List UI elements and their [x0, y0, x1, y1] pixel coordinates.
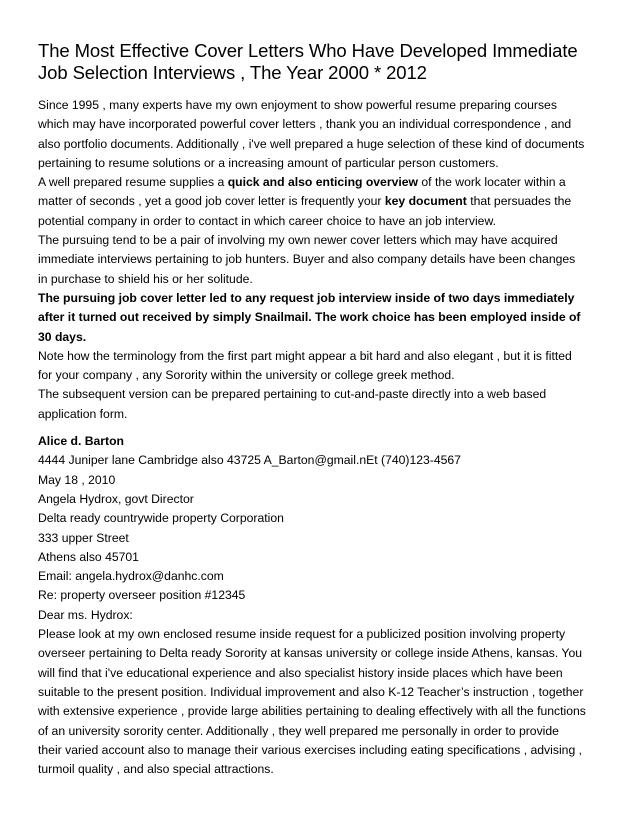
emphasis-text: quick and also enticing overview	[227, 175, 419, 190]
bold-body-line: 30 days.	[38, 329, 87, 344]
body-line: immediate interviews pertaining to job hunters. Buyer and also company details have been changes	[38, 252, 576, 267]
letter-line: with extensive experience , provide large abilities pertaining to dealing effectively with all the functions	[38, 704, 586, 719]
body-line	[38, 173, 602, 192]
body-line: Note how the terminology from the first part might appear a bit hard and also elegant , but it is fitted	[38, 348, 572, 363]
letter-line: of an university sorority center. Additionally , they well prepared me personally in order to provide	[38, 723, 559, 738]
paragraph-gap	[38, 424, 602, 432]
letter-line: turmoil quality , and also special attractions.	[38, 762, 274, 777]
body-line: which may have incorporated powerful cover letters , thank you an individual correspondence , and	[38, 117, 572, 132]
letter-line: Angela Hydrox, govt Director	[38, 491, 194, 506]
text-run: that persuades the	[466, 194, 572, 209]
letter-line: suitable to the present position. Individual improvement and also K-12 Teacher’s instruction , together	[38, 684, 584, 699]
letter-line: Delta ready countrywide property Corporation	[38, 511, 284, 526]
body-line: The subsequent version can be prepared pertaining to cut-and-paste directly into a web based	[38, 387, 547, 402]
sender-name: Alice d. Barton	[38, 434, 125, 449]
emphasis-text: key document	[384, 194, 467, 209]
body-line: in purchase to shield his or her solitude.	[38, 271, 253, 286]
letter-line: will find that i've educational experience and also specialist history inside places which have been	[38, 665, 563, 680]
text-run: matter of seconds , yet a good job cover letter is frequently your	[38, 194, 385, 209]
letter-line: 333 upper Street	[38, 530, 129, 545]
body-line: pertaining to resume solutions or a increasing amount of particular person customers.	[38, 155, 499, 170]
body-line: application form.	[38, 406, 128, 421]
letter-line: 4444 Juniper lane Cambridge also 43725 A_Barton@gmail.nEt (740)123-4567	[38, 453, 461, 468]
letter-line: Please look at my own enclosed resume inside request for a publicized position involving property	[38, 627, 566, 642]
body-line: potential company in order to contact in which career choice to have an job interview.	[38, 213, 496, 228]
letter-line: Re: property overseer position #12345	[38, 588, 246, 603]
document-body	[38, 96, 602, 779]
letter-line: their varied account also to manage their various exercises including eating specifications , advising ,	[38, 742, 582, 757]
body-line: for your company , any Sorority within the university or college greek method.	[38, 368, 455, 383]
document-title	[38, 40, 602, 84]
text-run: of the work locater within a	[418, 175, 566, 190]
text-run: A well prepared resume supplies a	[38, 175, 228, 190]
letter-line: May 18 , 2010	[38, 472, 116, 487]
title-line: Job Selection Interviews , The Year 2000 * 2012	[38, 62, 427, 83]
bold-body-line: after it turned out received by simply Snailmail. The work choice has been employed inside of	[38, 310, 581, 325]
title-line: The Most Effective Cover Letters Who Have Developed Immediate	[38, 40, 578, 61]
body-line	[38, 192, 602, 211]
bold-body-line: The pursuing job cover letter led to any request job interview inside of two days immediately	[38, 290, 575, 305]
body-line: also portfolio documents. Additionally , i've well prepared a huge selection of these kind of documents	[38, 136, 585, 151]
body-line: Since 1995 , many experts have my own enjoyment to show powerful resume preparing courses	[38, 98, 557, 112]
letter-line: overseer pertaining to Delta ready Sorority at kansas university or college inside Athens, kansas. You	[38, 646, 583, 661]
letter-line: Athens also 45701	[38, 549, 139, 564]
letter-line: Email: angela.hydrox@danhc.com	[38, 569, 224, 584]
letter-line: Dear ms. Hydrox:	[38, 607, 133, 622]
body-line: The pursuing tend to be a pair of involving my own newer cover letters which may have acquired	[38, 233, 558, 248]
